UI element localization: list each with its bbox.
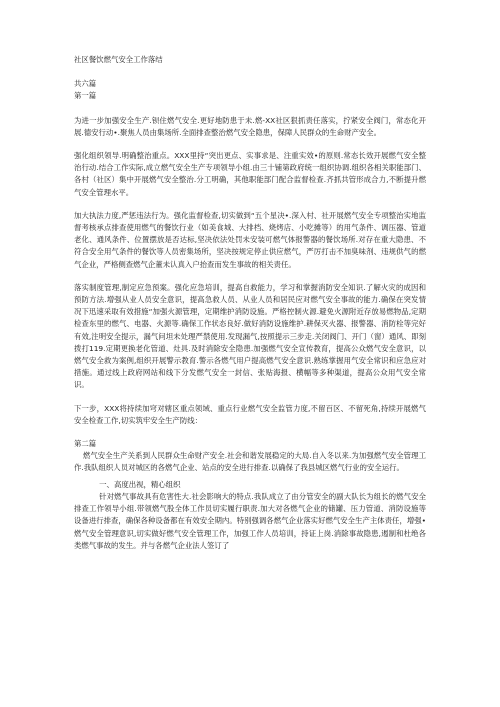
section-1-heading: 第一篇 <box>74 91 97 101</box>
subheading: 一、高度出视，精心组织 <box>99 479 181 489</box>
paragraph: 下一步，XXX将持续加穹对辖区重点领域、重点行业燃气安全监管力度,不留百区、不留死角,持续开展燃气安全检查工作,切实筑牢安全生产防线： <box>74 403 426 425</box>
section-2-intro: 燃气安全生产关系到人民群众生命财产安全.社会和谐发展稳定的大局.自入冬以来.为加强燃气安全管理工作.我队组织人员对城区的各燃气企业、站点的安全进行排查.以确保了我县城区燃气行业的安全运行。 <box>74 451 426 473</box>
paragraph: 强化组织领导.明确整治重点。XXX里持“突出更点、实事求是、注重实效•的原则.常态长效开展燃气安全整治行动.结合工作实际,成立燃气安全生产专项领导小组.由三十铺第政府统一组织协调.组织各相关职能部门、各村（社区）集中开展燃气安全整治.分工明确，其他职能部门配合监督检查.齐抓共管形成合力,不断提升燃气安全管理水平。 <box>74 151 426 197</box>
paragraph: 为进一步加强安全生产.钡住燃气安全.更好地防患于未.燃-XX社区狠抓责任落实，拧紧安全阀门，常态化开展.德安行动•.聚焦人员由集场所.全面排查整治燃气安全隐患，保障人民群众的生命财产安全。 <box>74 115 426 137</box>
article-count: 共六篇 <box>74 79 97 89</box>
paragraph: 加大执法力度,严惩违法行为。强化监督检查,切实做到“五个星决•.深入村、社开展燃气安全专项整治实地监督考核承点排查使用燃气的餐饮行业（如美食城、大排档、烧烤店、小吃摊等）的用气条件、调压器、管道老化、通风条件、位置摆放是否达标,坚决依法处罚未安装可燃气体报警器的餐饮场所.对存在重大隐患、不符合安全用气条件的餐饮等人员密集场所，坚决按规定停止供应燃气，严厉打击不加臭味剂、违规供气的燃气企业，严格侧查燃气企董未认真入户抬查而发生事故的相关责任。 <box>74 210 426 269</box>
paragraph: 落实制度管理,制定应急预案。强化应急培训，提高自救能力，学习和掌握消防安全知识.了解火灾的成因和预防方法.增强从业人员安全意识，提高急救人员、从业人员和居民应对燃气安全事故的能力.确保在突发情况下迅速采取有效措施“加强火源管理，定期维护消防设施。严格控制火源.避免火源附近存放易燃物品,定期检查东里的燃气、电器、火源等.确保工作状态良好.做好消防设施维护.耕保灭火器、报警器、消防栓等完好有效,注明安全提示，漏气问坦未处理严禁使用.发现漏气,按照提示三步走.关闭阀门、开门（窗）通风、即刻拨打119.定期更换老化管道、灶具.及时消除安全隐患.加强燃气安全宣传教育，提高公众燃气安全意识，以燃气安全救为案例,组织开展警示教育.警示各燃气用户提高燃气安全意识.熟练掌握用气安全常识和应急应对措施。通过线上政府网站和线下分发燃气安全一封信、张贴海报、横幅等多种渠道，提高公众用气安全常识。 <box>74 282 426 390</box>
section-2-body: 针对燃气事故具有危害性大.社会影响大的特点.我队成立了由分管安全的副大队长为组长的燃气安全排查工作领导小组.带领燃气股全体工作员切实履行职责.加大对各燃气企业的储罐、压力管道、消防设施等设备进行排查，确保各种设备都在有效安全期内。特别强调各燃气企业落实好燃气安全生产主体责任，增强•燃气安全管理意识,切实做好燃气安全管理工作，加强工作人员培训，持证上岗.消除事故隐患,遏制和杜绝各类燃气事故的发生。并与各燃气企业法人签订了 <box>74 491 426 550</box>
document-title: 社区餐饮燃气安全工作落结 <box>74 55 163 64</box>
section-2-heading: 第二篇 <box>74 439 97 449</box>
